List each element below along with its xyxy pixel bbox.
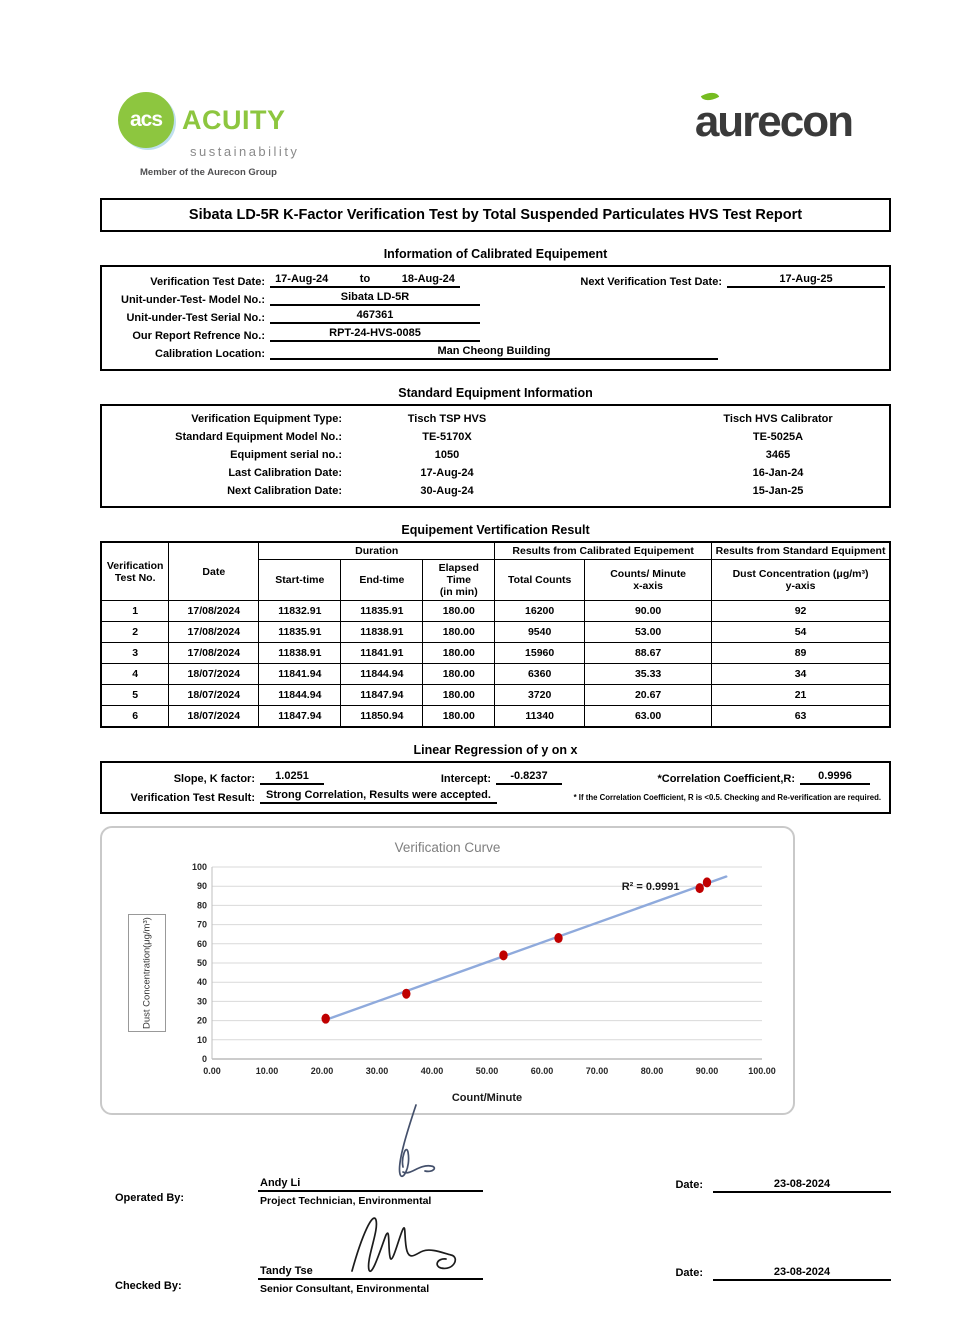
- calibrated-info-heading: Information of Calibrated Equipement: [383, 247, 608, 261]
- table-row: [102, 289, 889, 307]
- serial-no-value: 467361: [270, 309, 480, 324]
- checker-name: Tandy Tse: [260, 1264, 313, 1277]
- cpm-line2: x-axis: [633, 580, 663, 592]
- elapsed-line2: (in min): [439, 586, 478, 598]
- test-date-range: [270, 273, 460, 288]
- field-label: Unit-under-Test- Model No.:: [121, 294, 265, 306]
- result-cell: 11340: [495, 706, 585, 727]
- results-heading: Equipement Vertification Result: [401, 523, 590, 537]
- result-cell: 88.67: [585, 643, 712, 664]
- table-row: [102, 325, 889, 343]
- table-row: [102, 428, 889, 446]
- result-cell: 53.00: [585, 622, 712, 643]
- col-group-standard: Results from Standard Equipment: [712, 542, 890, 560]
- date-label: Date:: [675, 1266, 703, 1279]
- col-header-end: End-time: [341, 560, 423, 601]
- serial-2: 3465: [765, 449, 791, 461]
- field-label: Unit-under-Test Serial No.:: [126, 312, 265, 324]
- result-cell: 16200: [495, 601, 585, 622]
- standard-info-heading: Standard Equipment Information: [398, 386, 593, 400]
- regression-result-row: [110, 787, 881, 806]
- y-axis-label-line1: Dust Concentration: [141, 947, 153, 1029]
- field-label: Standard Equipment Model No.:: [175, 431, 342, 443]
- checked-date-block: [675, 1266, 891, 1295]
- svg-text:50: 50: [196, 957, 207, 968]
- checked-by-row: [115, 1265, 891, 1295]
- result-cell: 11832.91: [259, 601, 341, 622]
- aurecon-name: aurecon: [694, 97, 852, 146]
- svg-text:100.00: 100.00: [748, 1065, 776, 1076]
- operated-signature-block: [258, 1177, 483, 1207]
- field-label: Our Report Refrence No.:: [132, 330, 265, 342]
- y-axis-label: [128, 914, 166, 1032]
- svg-text:Count/Minute: Count/Minute: [451, 1091, 523, 1104]
- result-value: Strong Correlation, Results were accepted.: [260, 789, 497, 804]
- date-end: 18-Aug-24: [401, 273, 455, 285]
- acuity-member-text: Member of the Aurecon Group: [140, 167, 277, 178]
- acuity-tagline: sustainability: [190, 144, 300, 159]
- field-label: Equipment serial no.:: [230, 449, 342, 461]
- svg-text:10.00: 10.00: [255, 1065, 279, 1076]
- result-cell: 90.00: [585, 601, 712, 622]
- checked-signature-block: [258, 1265, 483, 1295]
- calibration-location-value: Man Cheong Building: [270, 345, 718, 360]
- equipment-type-1: Tisch TSP HVS: [407, 413, 487, 425]
- result-cell: 11841.91: [341, 643, 423, 664]
- next-cal-1: 30-Aug-24: [420, 485, 474, 497]
- table-row: [101, 685, 890, 706]
- col-header-start: Start-time: [259, 560, 341, 601]
- svg-text:50.00: 50.00: [475, 1065, 499, 1076]
- svg-text:30.00: 30.00: [365, 1065, 389, 1076]
- field-label: Last Calibration Date:: [228, 467, 342, 479]
- chart-plot-area: [176, 857, 776, 1107]
- result-cell: 4: [101, 664, 169, 685]
- dust-line1: Dust Concentration (μg/m³): [732, 568, 869, 580]
- result-cell: 11838.91: [259, 643, 341, 664]
- svg-text:60: 60: [196, 938, 207, 949]
- operator-name: Andy Li: [260, 1176, 301, 1189]
- result-label: Verification Test Result:: [130, 791, 255, 804]
- result-cell: 17/08/2024: [169, 601, 259, 622]
- serial-1: 1050: [434, 449, 460, 461]
- model-no-value: Sibata LD-5R: [270, 291, 480, 306]
- field-label: Verification Equipment Type:: [191, 413, 342, 425]
- result-cell: 180.00: [423, 643, 495, 664]
- signature-line: [258, 1265, 483, 1280]
- col-header-date: Date: [169, 542, 259, 601]
- model-no-1: TE-5170X: [422, 431, 472, 443]
- acuity-name: ACUITY: [182, 104, 286, 135]
- regression-values-row: [110, 768, 881, 787]
- col-header-total-counts: Total Counts: [495, 560, 585, 601]
- acuity-logo-top: [118, 92, 299, 148]
- col-header-test-no: Verification Test No.: [101, 542, 169, 601]
- svg-text:0.00: 0.00: [203, 1065, 221, 1076]
- result-cell: 15960: [495, 643, 585, 664]
- correlation-footnote: * If the Correlation Coefficient, R is <0.5. Checking and Re-verification are required.: [573, 792, 881, 802]
- result-cell: 11835.91: [341, 601, 423, 622]
- svg-text:R² = 0.9991: R² = 0.9991: [621, 880, 680, 893]
- result-cell: 11847.94: [259, 706, 341, 727]
- result-cell: 180.00: [423, 706, 495, 727]
- acuity-monogram-icon: acs: [118, 92, 174, 148]
- col-header-dust: [712, 560, 890, 601]
- table-row: [102, 464, 889, 482]
- regression-heading: Linear Regression of y on x: [413, 742, 578, 757]
- result-cell: 20.67: [585, 685, 712, 706]
- regression-box: [100, 761, 891, 814]
- svg-text:40.00: 40.00: [420, 1065, 444, 1076]
- report-content: [100, 198, 891, 1295]
- date-label: Date:: [675, 1178, 703, 1191]
- slope-value: 1.0251: [260, 770, 324, 785]
- acuity-logo: [118, 92, 299, 178]
- correlation-label: *Correlation Coefficient,R:: [657, 772, 795, 785]
- svg-text:10: 10: [196, 1034, 207, 1045]
- next-cal-2: 15-Jan-25: [752, 485, 804, 497]
- svg-text:80.00: 80.00: [640, 1065, 664, 1076]
- result-cell: 180.00: [423, 664, 495, 685]
- result-cell: 180.00: [423, 685, 495, 706]
- header-row: [101, 542, 890, 560]
- table-row: [101, 664, 890, 685]
- svg-text:90: 90: [196, 880, 207, 891]
- table-row: [102, 482, 889, 500]
- result-cell: 6360: [495, 664, 585, 685]
- table-row: [102, 307, 889, 325]
- result-cell: 3: [101, 643, 169, 664]
- col-group-duration: Duration: [259, 542, 495, 560]
- operator-role: Project Technician, Environmental: [260, 1194, 432, 1207]
- result-cell: 92: [712, 601, 890, 622]
- calibrated-info-table: [100, 265, 891, 371]
- cpm-line1: Counts/ Minute: [610, 568, 687, 580]
- svg-text:20: 20: [196, 1015, 207, 1026]
- col-header-cpm: [585, 560, 712, 601]
- result-cell: 5: [101, 685, 169, 706]
- svg-text:70.00: 70.00: [585, 1065, 609, 1076]
- signature-line: [258, 1177, 483, 1192]
- model-no-2: TE-5025A: [752, 431, 804, 443]
- result-cell: 180.00: [423, 622, 495, 643]
- result-cell: 3720: [495, 685, 585, 706]
- result-cell: 11850.94: [341, 706, 423, 727]
- result-cell: 63.00: [585, 706, 712, 727]
- report-ref-value: RPT-24-HVS-0085: [270, 327, 480, 342]
- svg-text:60.00: 60.00: [530, 1065, 554, 1076]
- table-row: [101, 601, 890, 622]
- result-cell: 11847.94: [341, 685, 423, 706]
- y-axis-label-line2: (μg/m³): [141, 916, 153, 948]
- col-header-elapsed: [423, 560, 495, 601]
- verification-curve-chart: [100, 826, 795, 1115]
- svg-text:80: 80: [196, 899, 207, 910]
- intercept-value: -0.8237: [496, 770, 562, 785]
- results-table: [100, 541, 891, 728]
- date-start: 17-Aug-24: [275, 273, 329, 285]
- table-row: [102, 343, 889, 361]
- result-cell: 11844.94: [259, 685, 341, 706]
- result-cell: 89: [712, 643, 890, 664]
- slope-label: Slope, K factor:: [173, 772, 255, 785]
- checker-role: Senior Consultant, Environmental: [260, 1282, 430, 1295]
- intercept-label: Intercept:: [440, 772, 491, 785]
- result-cell: 17/08/2024: [169, 622, 259, 643]
- checked-date-value: 23-08-2024: [713, 1266, 891, 1281]
- header: [0, 0, 974, 178]
- svg-text:70: 70: [196, 919, 207, 930]
- field-label: Calibration Location:: [155, 348, 265, 360]
- result-cell: 1: [101, 601, 169, 622]
- svg-text:30: 30: [196, 995, 207, 1006]
- standard-info-table: [100, 404, 891, 508]
- operated-by-label: Operated By:: [115, 1191, 185, 1204]
- correlation-value: 0.9996: [800, 770, 870, 785]
- field-label: Verification Test Date:: [150, 276, 265, 288]
- checked-by-label: Checked By:: [115, 1279, 182, 1292]
- result-cell: 63: [712, 706, 890, 727]
- operated-date-block: [675, 1178, 891, 1207]
- operated-date-value: 23-08-2024: [713, 1178, 891, 1193]
- table-row: [101, 706, 890, 727]
- field-label: Next Verification Test Date:: [580, 276, 722, 288]
- result-cell: 9540: [495, 622, 585, 643]
- result-cell: 18/07/2024: [169, 706, 259, 727]
- result-cell: 34: [712, 664, 890, 685]
- result-cell: 18/07/2024: [169, 664, 259, 685]
- result-cell: 11841.94: [259, 664, 341, 685]
- svg-text:0: 0: [201, 1053, 207, 1064]
- svg-text:90.00: 90.00: [695, 1065, 719, 1076]
- date-to: to: [359, 273, 371, 285]
- table-row: [102, 271, 889, 289]
- chart-title: Verification Curve: [394, 839, 501, 855]
- elapsed-line1: Elapsed Time: [438, 562, 479, 586]
- table-row: [102, 446, 889, 464]
- next-verification-date: 17-Aug-25: [727, 273, 885, 288]
- result-cell: 35.33: [585, 664, 712, 685]
- table-row: [102, 410, 889, 428]
- result-cell: 180.00: [423, 601, 495, 622]
- result-cell: 54: [712, 622, 890, 643]
- svg-text:100: 100: [191, 861, 207, 872]
- svg-text:20.00: 20.00: [310, 1065, 334, 1076]
- col-group-calibrated: Results from Calibrated Equipement: [495, 542, 712, 560]
- result-cell: 21: [712, 685, 890, 706]
- equipment-type-2: Tisch HVS Calibrator: [723, 413, 833, 425]
- last-cal-2: 16-Jan-24: [752, 467, 804, 479]
- result-cell: 11838.91: [341, 622, 423, 643]
- report-title: Sibata LD-5R K-Factor Verification Test by Total Suspended Particulates HVS Test Report: [100, 198, 891, 232]
- aurecon-logo: [695, 92, 852, 144]
- result-cell: 2: [101, 622, 169, 643]
- table-row: [101, 643, 890, 664]
- result-cell: 6: [101, 706, 169, 727]
- table-row: [101, 622, 890, 643]
- svg-text:40: 40: [196, 976, 207, 987]
- result-cell: 11835.91: [259, 622, 341, 643]
- field-label: Next Calibration Date:: [227, 485, 342, 497]
- result-cell: 17/08/2024: [169, 643, 259, 664]
- result-cell: 18/07/2024: [169, 685, 259, 706]
- result-cell: 11844.94: [341, 664, 423, 685]
- last-cal-1: 17-Aug-24: [420, 467, 474, 479]
- dust-line2: y-axis: [785, 580, 816, 592]
- operated-by-row: [115, 1177, 891, 1207]
